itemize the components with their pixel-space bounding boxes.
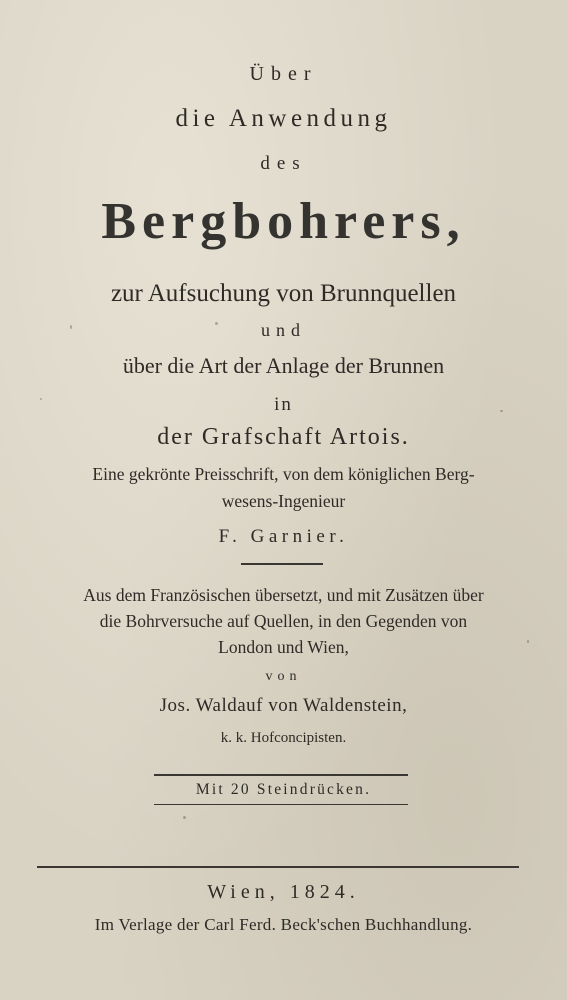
illustrations-note: Mit 20 Steindrücken.	[195, 781, 372, 798]
title-line-anwendung: die Anwendung	[175, 105, 392, 132]
translation-line-3: London und Wien,	[218, 637, 349, 657]
imprint-publisher: Im Verlage der Carl Ferd. Beck'schen Buchhandlung.	[94, 915, 473, 934]
paper-speck	[527, 640, 529, 643]
paper-speck	[70, 325, 72, 329]
illustrations-rule-top	[154, 774, 408, 776]
main-title: Bergbohrers,	[101, 193, 466, 250]
imprint-place-year: Wien, 1824.	[207, 881, 360, 903]
title-line-des: des	[260, 153, 307, 174]
subtitle-line-anlage: über die Art der Anlage der Brunnen	[122, 353, 445, 378]
award-line: Eine gekrönte Preisschrift, von dem königlichen Berg-	[92, 464, 475, 484]
translator-von: von	[265, 669, 302, 684]
subtitle-line-und: und	[261, 320, 306, 340]
paper-speck	[183, 816, 186, 819]
subtitle-line-aufsuchung: zur Aufsuchung von Brunnquellen	[110, 280, 457, 307]
divider-short	[241, 563, 323, 565]
paper-speck	[40, 398, 42, 400]
paper-speck	[500, 410, 503, 412]
translator-name: Jos. Waldauf von Waldenstein,	[159, 695, 408, 716]
illustrations-rule-bottom	[154, 804, 408, 805]
subtitle-line-in: in	[274, 394, 293, 415]
subtitle-line-grafschaft: der Grafschaft Artois.	[157, 424, 410, 450]
title-line-uber: Über	[249, 63, 318, 85]
translation-line-2: die Bohrversuche auf Quellen, in den Gegenden von	[99, 611, 468, 631]
imprint-divider	[37, 866, 519, 868]
translator-title: k. k. Hofconcipisten.	[220, 730, 347, 746]
paper-speck	[215, 322, 218, 325]
author-name: F. Garnier.	[218, 526, 349, 547]
author-role-line: wesens-Ingenieur	[221, 491, 346, 511]
translation-line-1: Aus dem Französischen übersetzt, und mit Zusätzen über	[83, 585, 484, 605]
